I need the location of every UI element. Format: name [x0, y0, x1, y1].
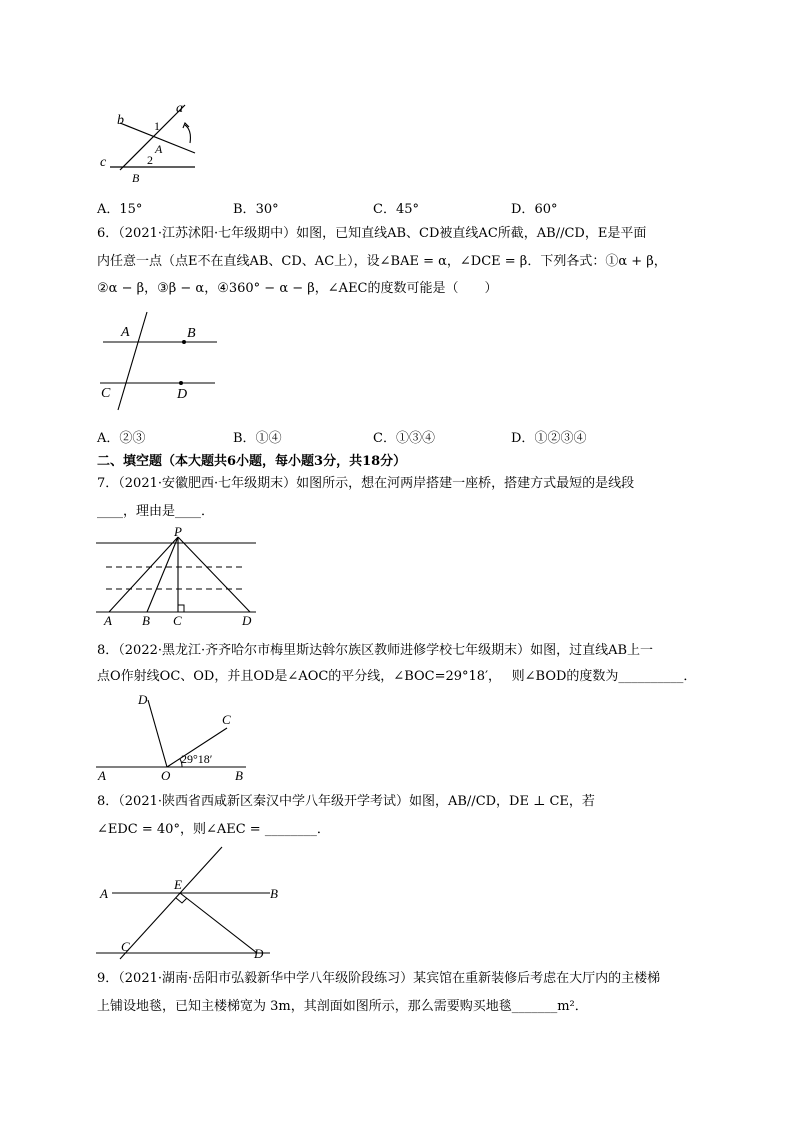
q8b-line1: 8．（2021·陕西省西咸新区秦汉中学八年级开学考试）如图，AB//CD，DE ⊥ CE，若	[97, 794, 595, 809]
q7-label-B: B	[142, 613, 150, 628]
q9-line2: 上铺设地毯，已知主楼梯宽为 3m，其剖面如图所示，那么需要购买地毯_______m²．	[97, 999, 588, 1014]
q8a-figure	[92, 688, 252, 783]
q8a-angle-label: 29°18′	[181, 752, 213, 766]
q7-label-P: P	[174, 525, 182, 539]
q5-label-a: a	[176, 101, 183, 116]
q8a-line2: 点O作射线OC、OD，并且OD是∠AOC的平分线，∠BOC=29°18′， 则∠BOD的度数为__________．	[97, 669, 697, 684]
q6-option-b[interactable]: B．①④	[233, 431, 282, 446]
q8b-label-C: C	[121, 939, 130, 954]
q6-line2: 内任意一点（点E不在直线AB、CD、AC上），设∠BAE = α，∠DCE = β．下列各式：①α + β，	[97, 254, 667, 269]
q8a-label-A: A	[98, 768, 106, 783]
q8b-line2: ∠EDC = 40°，则∠AEC = ________．	[97, 822, 330, 837]
q8a-label-O: O	[161, 768, 171, 783]
q5-label-c: c	[100, 155, 107, 170]
q5-label-A: A	[155, 142, 163, 156]
q8a-label-D: D	[138, 692, 148, 707]
q8b-label-D: D	[254, 946, 264, 960]
q5-label-1: 1	[154, 119, 160, 133]
q8a-line1: 8．（2022·黑龙江·齐齐哈尔市梅里斯达斡尔族区教师进修学校七年级期末）如图，过直线AB上一	[97, 643, 654, 658]
q5-figure	[90, 95, 220, 190]
q6-label-D: D	[177, 387, 188, 402]
q6-label-B: B	[187, 326, 196, 341]
q7-label-A: A	[104, 613, 112, 628]
q7-line1: 7．（2021·安徽肥西·七年级期末）如图所示，想在河两岸搭建一座桥，搭建方式最短的是线段	[97, 476, 635, 491]
q6-option-c[interactable]: C．①③④	[373, 431, 435, 446]
q8b-figure	[92, 845, 282, 960]
q6-figure	[95, 310, 225, 415]
q5-label-b: b	[117, 113, 124, 128]
q6-label-C: C	[101, 386, 111, 401]
q5-label-B: B	[132, 171, 140, 185]
q6-label-A: A	[121, 325, 130, 340]
q7-label-D: D	[242, 613, 252, 628]
q5-option-b[interactable]: B．30°	[233, 202, 279, 217]
q5-option-c[interactable]: C．45°	[373, 202, 419, 217]
q7-figure	[92, 525, 262, 630]
section-heading: 二、填空题（本大题共6小题，每小题3分，共18分）	[97, 454, 407, 469]
q6-option-a[interactable]: A．②③	[97, 431, 146, 446]
q6-option-d[interactable]: D．①②③④	[511, 431, 587, 446]
q5-option-d[interactable]: D．60°	[511, 202, 558, 217]
q6-line1: 6．（2021·江苏沭阳·七年级期中）如图，已知直线AB、CD被直线AC所截，AB//CD，E是平面	[97, 226, 647, 241]
q5-label-2: 2	[147, 153, 153, 167]
q5-option-a[interactable]: A．15°	[97, 202, 143, 217]
q7-line2: ____，理由是____．	[97, 504, 215, 519]
q8a-label-C: C	[222, 712, 231, 727]
q7-label-C: C	[173, 613, 182, 628]
q8b-label-A: A	[100, 886, 108, 901]
q8b-label-E: E	[174, 877, 182, 892]
q9-line1: 9．（2021·湖南·岳阳市弘毅新华中学八年级阶段练习）某宾馆在重新装修后考虑在大厅内的主楼梯	[97, 971, 661, 986]
q8a-label-B: B	[235, 768, 243, 783]
q6-line3: ②α − β，③β − α，④360° − α − β，∠AEC的度数可能是（ ）	[97, 281, 498, 296]
q8b-label-B: B	[270, 886, 278, 901]
